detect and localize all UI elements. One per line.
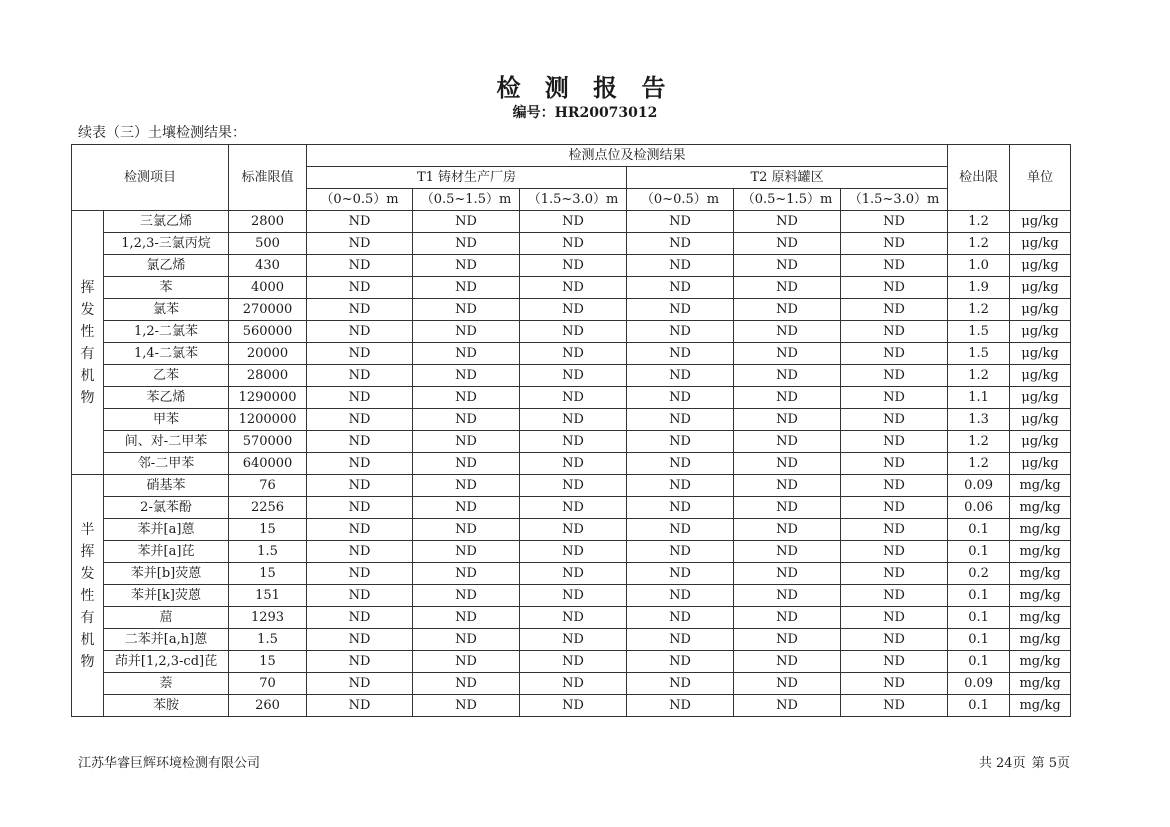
cell-item: 二苯并[a,h]蒽: [104, 629, 229, 651]
table-row: [72, 409, 1071, 431]
cell-r2: ND: [413, 277, 520, 299]
cell-r3: ND: [520, 629, 627, 651]
cell-r1: ND: [307, 519, 413, 541]
cell-limit: 1.5: [229, 629, 307, 651]
cell-r4: ND: [627, 365, 734, 387]
cell-item: 邻-二甲苯: [104, 453, 229, 475]
cell-limit: 76: [229, 475, 307, 497]
table-caption: 续表（三）土壤检测结果：: [78, 125, 246, 141]
cell-unit: μg/kg: [1010, 255, 1071, 277]
cell-r1: ND: [307, 343, 413, 365]
cell-r5: ND: [734, 651, 841, 673]
cell-r2: ND: [413, 541, 520, 563]
cell-r3: ND: [520, 409, 627, 431]
cell-item: 苯并[k]荧蒽: [104, 585, 229, 607]
cell-r1: ND: [307, 563, 413, 585]
cell-dl: 0.09: [948, 475, 1010, 497]
cell-r1: ND: [307, 277, 413, 299]
table-row: [72, 607, 1071, 629]
cell-r3: ND: [520, 343, 627, 365]
cell-r5: ND: [734, 255, 841, 277]
cell-r3: ND: [520, 211, 627, 233]
cell-item: 苯乙烯: [104, 387, 229, 409]
cell-r1: ND: [307, 497, 413, 519]
cell-r6: ND: [841, 695, 948, 717]
cell-r6: ND: [841, 409, 948, 431]
cell-r1: ND: [307, 255, 413, 277]
cell-unit: mg/kg: [1010, 519, 1071, 541]
cell-r2: ND: [413, 387, 520, 409]
cell-r5: ND: [734, 475, 841, 497]
cell-limit: 1200000: [229, 409, 307, 431]
cell-limit: 2256: [229, 497, 307, 519]
cell-r5: ND: [734, 431, 841, 453]
cell-r3: ND: [520, 519, 627, 541]
table-row: [72, 343, 1071, 365]
cell-limit: 28000: [229, 365, 307, 387]
cell-dl: 1.0: [948, 255, 1010, 277]
table-row: [72, 211, 1071, 233]
cell-r6: ND: [841, 651, 948, 673]
cell-r5: ND: [734, 585, 841, 607]
total-pages: 共 24页: [978, 756, 1026, 771]
cell-r2: ND: [413, 673, 520, 695]
cell-unit: μg/kg: [1010, 431, 1071, 453]
cell-r4: ND: [627, 651, 734, 673]
cell-dl: 1.2: [948, 365, 1010, 387]
cell-r4: ND: [627, 299, 734, 321]
table-row: [72, 651, 1071, 673]
cell-item: 苯并[b]荧蒽: [104, 563, 229, 585]
group-label: 半 挥 发 性 有 机 物: [72, 475, 104, 717]
cell-dl: 1.2: [948, 211, 1010, 233]
cell-dl: 0.1: [948, 607, 1010, 629]
header-depth: （0~0.5）m: [307, 189, 413, 211]
header-points: 检测点位及检测结果: [307, 145, 948, 167]
cell-item: 苯: [104, 277, 229, 299]
table-row: [72, 387, 1071, 409]
cell-unit: μg/kg: [1010, 299, 1071, 321]
cell-r3: ND: [520, 387, 627, 409]
cell-limit: 151: [229, 585, 307, 607]
cell-unit: μg/kg: [1010, 211, 1071, 233]
header-t1: T1 铸材生产厂房: [307, 167, 627, 189]
cell-r5: ND: [734, 695, 841, 717]
cell-r2: ND: [413, 607, 520, 629]
cell-item: 2-氯苯酚: [104, 497, 229, 519]
footer-pagination: [973, 752, 1070, 771]
cell-r4: ND: [627, 321, 734, 343]
cell-r3: ND: [520, 365, 627, 387]
cell-r4: ND: [627, 585, 734, 607]
table-row: [72, 585, 1071, 607]
cell-r5: ND: [734, 563, 841, 585]
header-depth: （0.5~1.5）m: [413, 189, 520, 211]
cell-item: 1,2-二氯苯: [104, 321, 229, 343]
header-depth: （1.5~3.0）m: [841, 189, 948, 211]
cell-r1: ND: [307, 431, 413, 453]
cell-item: 茚并[1,2,3-cd]芘: [104, 651, 229, 673]
cell-r6: ND: [841, 497, 948, 519]
cell-r2: ND: [413, 585, 520, 607]
cell-unit: μg/kg: [1010, 409, 1071, 431]
cell-r2: ND: [413, 211, 520, 233]
cell-limit: 1293: [229, 607, 307, 629]
cell-r2: ND: [413, 695, 520, 717]
cell-unit: mg/kg: [1010, 629, 1071, 651]
cell-limit: 15: [229, 563, 307, 585]
table-row: [72, 365, 1071, 387]
cell-unit: mg/kg: [1010, 673, 1071, 695]
cell-r6: ND: [841, 519, 948, 541]
cell-r3: ND: [520, 299, 627, 321]
cell-r4: ND: [627, 387, 734, 409]
cell-item: 氯乙烯: [104, 255, 229, 277]
cell-r6: ND: [841, 233, 948, 255]
cell-r3: ND: [520, 321, 627, 343]
cell-dl: 0.09: [948, 673, 1010, 695]
header-limit: 标准限值: [229, 145, 307, 211]
cell-dl: 1.9: [948, 277, 1010, 299]
cell-r3: ND: [520, 255, 627, 277]
table-row: [72, 695, 1071, 717]
cell-r3: ND: [520, 585, 627, 607]
table-row: [72, 475, 1071, 497]
cell-r4: ND: [627, 497, 734, 519]
cell-unit: mg/kg: [1010, 541, 1071, 563]
cell-dl: 1.2: [948, 453, 1010, 475]
cell-item: 甲苯: [104, 409, 229, 431]
cell-r2: ND: [413, 409, 520, 431]
cell-r3: ND: [520, 651, 627, 673]
cell-r6: ND: [841, 607, 948, 629]
cell-r5: ND: [734, 629, 841, 651]
header-depth: （0~0.5）m: [627, 189, 734, 211]
cell-r4: ND: [627, 541, 734, 563]
cell-item: 苯并[a]芘: [104, 541, 229, 563]
cell-item: 1,2,3-三氯丙烷: [104, 233, 229, 255]
cell-limit: 640000: [229, 453, 307, 475]
cell-unit: μg/kg: [1010, 453, 1071, 475]
table-row: [72, 563, 1071, 585]
cell-item: 萘: [104, 673, 229, 695]
cell-r3: ND: [520, 563, 627, 585]
cell-r2: ND: [413, 519, 520, 541]
cell-limit: 260: [229, 695, 307, 717]
cell-dl: 0.1: [948, 541, 1010, 563]
cell-limit: 430: [229, 255, 307, 277]
header-t2: T2 原料罐区: [627, 167, 948, 189]
cell-dl: 1.1: [948, 387, 1010, 409]
cell-r2: ND: [413, 563, 520, 585]
cell-r3: ND: [520, 431, 627, 453]
cell-unit: mg/kg: [1010, 475, 1071, 497]
table-row: [72, 321, 1071, 343]
cell-r6: ND: [841, 629, 948, 651]
cell-dl: 0.1: [948, 519, 1010, 541]
cell-item: 间、对-二甲苯: [104, 431, 229, 453]
cell-r6: ND: [841, 343, 948, 365]
cell-dl: 1.5: [948, 321, 1010, 343]
cell-item: 苯并[a]蒽: [104, 519, 229, 541]
cell-r2: ND: [413, 453, 520, 475]
cell-r2: ND: [413, 365, 520, 387]
cell-r4: ND: [627, 607, 734, 629]
cell-limit: 500: [229, 233, 307, 255]
cell-r5: ND: [734, 233, 841, 255]
cell-unit: μg/kg: [1010, 277, 1071, 299]
group-label: 挥 发 性 有 机 物: [72, 211, 104, 475]
cell-r4: ND: [627, 475, 734, 497]
cell-item: 1,4-二氯苯: [104, 343, 229, 365]
cell-r5: ND: [734, 365, 841, 387]
cell-r3: ND: [520, 695, 627, 717]
cell-r1: ND: [307, 607, 413, 629]
cell-r3: ND: [520, 233, 627, 255]
cell-item: 苯胺: [104, 695, 229, 717]
cell-r3: ND: [520, 277, 627, 299]
cell-r1: ND: [307, 673, 413, 695]
cell-r5: ND: [734, 453, 841, 475]
cell-r1: ND: [307, 453, 413, 475]
table-row: [72, 541, 1071, 563]
cell-unit: mg/kg: [1010, 607, 1071, 629]
cell-dl: 1.2: [948, 431, 1010, 453]
cell-r6: ND: [841, 673, 948, 695]
cell-unit: mg/kg: [1010, 563, 1071, 585]
table-row: [72, 277, 1071, 299]
cell-r2: ND: [413, 431, 520, 453]
cell-limit: 70: [229, 673, 307, 695]
table-row: [72, 519, 1071, 541]
cell-item: 乙苯: [104, 365, 229, 387]
cell-r4: ND: [627, 431, 734, 453]
cell-r6: ND: [841, 211, 948, 233]
cell-r4: ND: [627, 695, 734, 717]
cell-r2: ND: [413, 497, 520, 519]
cell-limit: 15: [229, 519, 307, 541]
cell-limit: 20000: [229, 343, 307, 365]
cell-r6: ND: [841, 387, 948, 409]
cell-unit: μg/kg: [1010, 387, 1071, 409]
cell-r1: ND: [307, 211, 413, 233]
cell-r1: ND: [307, 321, 413, 343]
cell-limit: 560000: [229, 321, 307, 343]
table-row: [72, 233, 1071, 255]
cell-r2: ND: [413, 475, 520, 497]
header-detection-limit: 检出限: [948, 145, 1010, 211]
cell-r1: ND: [307, 541, 413, 563]
cell-r5: ND: [734, 321, 841, 343]
cell-r4: ND: [627, 211, 734, 233]
cell-limit: 15: [229, 651, 307, 673]
cell-r4: ND: [627, 629, 734, 651]
table-row: [72, 673, 1071, 695]
cell-dl: 0.1: [948, 651, 1010, 673]
cell-r4: ND: [627, 519, 734, 541]
cell-r2: ND: [413, 299, 520, 321]
cell-dl: 0.1: [948, 585, 1010, 607]
cell-r4: ND: [627, 255, 734, 277]
cell-limit: 570000: [229, 431, 307, 453]
cell-r4: ND: [627, 673, 734, 695]
cell-r1: ND: [307, 233, 413, 255]
cell-r6: ND: [841, 453, 948, 475]
cell-limit: 4000: [229, 277, 307, 299]
cell-unit: mg/kg: [1010, 585, 1071, 607]
cell-item: 䓛: [104, 607, 229, 629]
cell-r5: ND: [734, 211, 841, 233]
cell-r6: ND: [841, 475, 948, 497]
cell-r1: ND: [307, 387, 413, 409]
cell-r1: ND: [307, 365, 413, 387]
header-unit: 单位: [1010, 145, 1071, 211]
cell-r2: ND: [413, 629, 520, 651]
cell-r6: ND: [841, 321, 948, 343]
cell-r1: ND: [307, 299, 413, 321]
cell-r5: ND: [734, 299, 841, 321]
cell-item: 氯苯: [104, 299, 229, 321]
cell-r5: ND: [734, 541, 841, 563]
cell-unit: mg/kg: [1010, 651, 1071, 673]
cell-r1: ND: [307, 629, 413, 651]
cell-item: 硝基苯: [104, 475, 229, 497]
header-depth: （1.5~3.0）m: [520, 189, 627, 211]
cell-r2: ND: [413, 255, 520, 277]
cell-dl: 1.2: [948, 299, 1010, 321]
cell-r6: ND: [841, 541, 948, 563]
cell-dl: 0.1: [948, 695, 1010, 717]
cell-limit: 270000: [229, 299, 307, 321]
cell-unit: mg/kg: [1010, 695, 1071, 717]
cell-dl: 0.2: [948, 563, 1010, 585]
cell-r5: ND: [734, 497, 841, 519]
cell-r4: ND: [627, 563, 734, 585]
cell-r3: ND: [520, 453, 627, 475]
cell-dl: 1.3: [948, 409, 1010, 431]
cell-r3: ND: [520, 607, 627, 629]
cell-dl: 0.1: [948, 629, 1010, 651]
header-depth: （0.5~1.5）m: [734, 189, 841, 211]
header-item: 检测项目: [72, 145, 229, 211]
cell-r6: ND: [841, 277, 948, 299]
cell-r6: ND: [841, 255, 948, 277]
cell-limit: 1290000: [229, 387, 307, 409]
cell-r4: ND: [627, 453, 734, 475]
cell-limit: 1.5: [229, 541, 307, 563]
cell-r2: ND: [413, 321, 520, 343]
cell-limit: 2800: [229, 211, 307, 233]
table-row: [72, 431, 1071, 453]
table-row: [72, 299, 1071, 321]
table-body: [72, 211, 1071, 717]
cell-r4: ND: [627, 343, 734, 365]
cell-r3: ND: [520, 475, 627, 497]
cell-r2: ND: [413, 233, 520, 255]
cell-unit: μg/kg: [1010, 365, 1071, 387]
cell-r6: ND: [841, 431, 948, 453]
cell-r4: ND: [627, 409, 734, 431]
cell-r3: ND: [520, 497, 627, 519]
cell-r6: ND: [841, 585, 948, 607]
table-row: [72, 629, 1071, 651]
cell-r4: ND: [627, 233, 734, 255]
table-row: [72, 497, 1071, 519]
current-page: 第 5页: [1031, 756, 1070, 771]
cell-r5: ND: [734, 409, 841, 431]
report-number: 编号：HR20073012: [512, 105, 658, 121]
cell-dl: 1.5: [948, 343, 1010, 365]
cell-r5: ND: [734, 343, 841, 365]
soil-results-table: [71, 144, 1071, 717]
cell-r3: ND: [520, 541, 627, 563]
cell-r1: ND: [307, 409, 413, 431]
cell-unit: μg/kg: [1010, 233, 1071, 255]
cell-r4: ND: [627, 277, 734, 299]
cell-r5: ND: [734, 673, 841, 695]
cell-r3: ND: [520, 673, 627, 695]
cell-unit: mg/kg: [1010, 497, 1071, 519]
cell-r1: ND: [307, 585, 413, 607]
cell-r5: ND: [734, 277, 841, 299]
page-title: 检 测 报 告: [496, 73, 674, 102]
cell-r1: ND: [307, 695, 413, 717]
cell-unit: μg/kg: [1010, 343, 1071, 365]
cell-r6: ND: [841, 563, 948, 585]
cell-r1: ND: [307, 651, 413, 673]
cell-r1: ND: [307, 475, 413, 497]
cell-r6: ND: [841, 299, 948, 321]
cell-dl: 1.2: [948, 233, 1010, 255]
cell-dl: 0.06: [948, 497, 1010, 519]
table-row: [72, 453, 1071, 475]
cell-r5: ND: [734, 607, 841, 629]
cell-r2: ND: [413, 343, 520, 365]
footer-company: 江苏华睿巨辉环境检测有限公司: [78, 756, 261, 771]
cell-r5: ND: [734, 387, 841, 409]
cell-r6: ND: [841, 365, 948, 387]
table-row: [72, 255, 1071, 277]
cell-unit: μg/kg: [1010, 321, 1071, 343]
cell-r5: ND: [734, 519, 841, 541]
cell-r2: ND: [413, 651, 520, 673]
cell-item: 三氯乙烯: [104, 211, 229, 233]
